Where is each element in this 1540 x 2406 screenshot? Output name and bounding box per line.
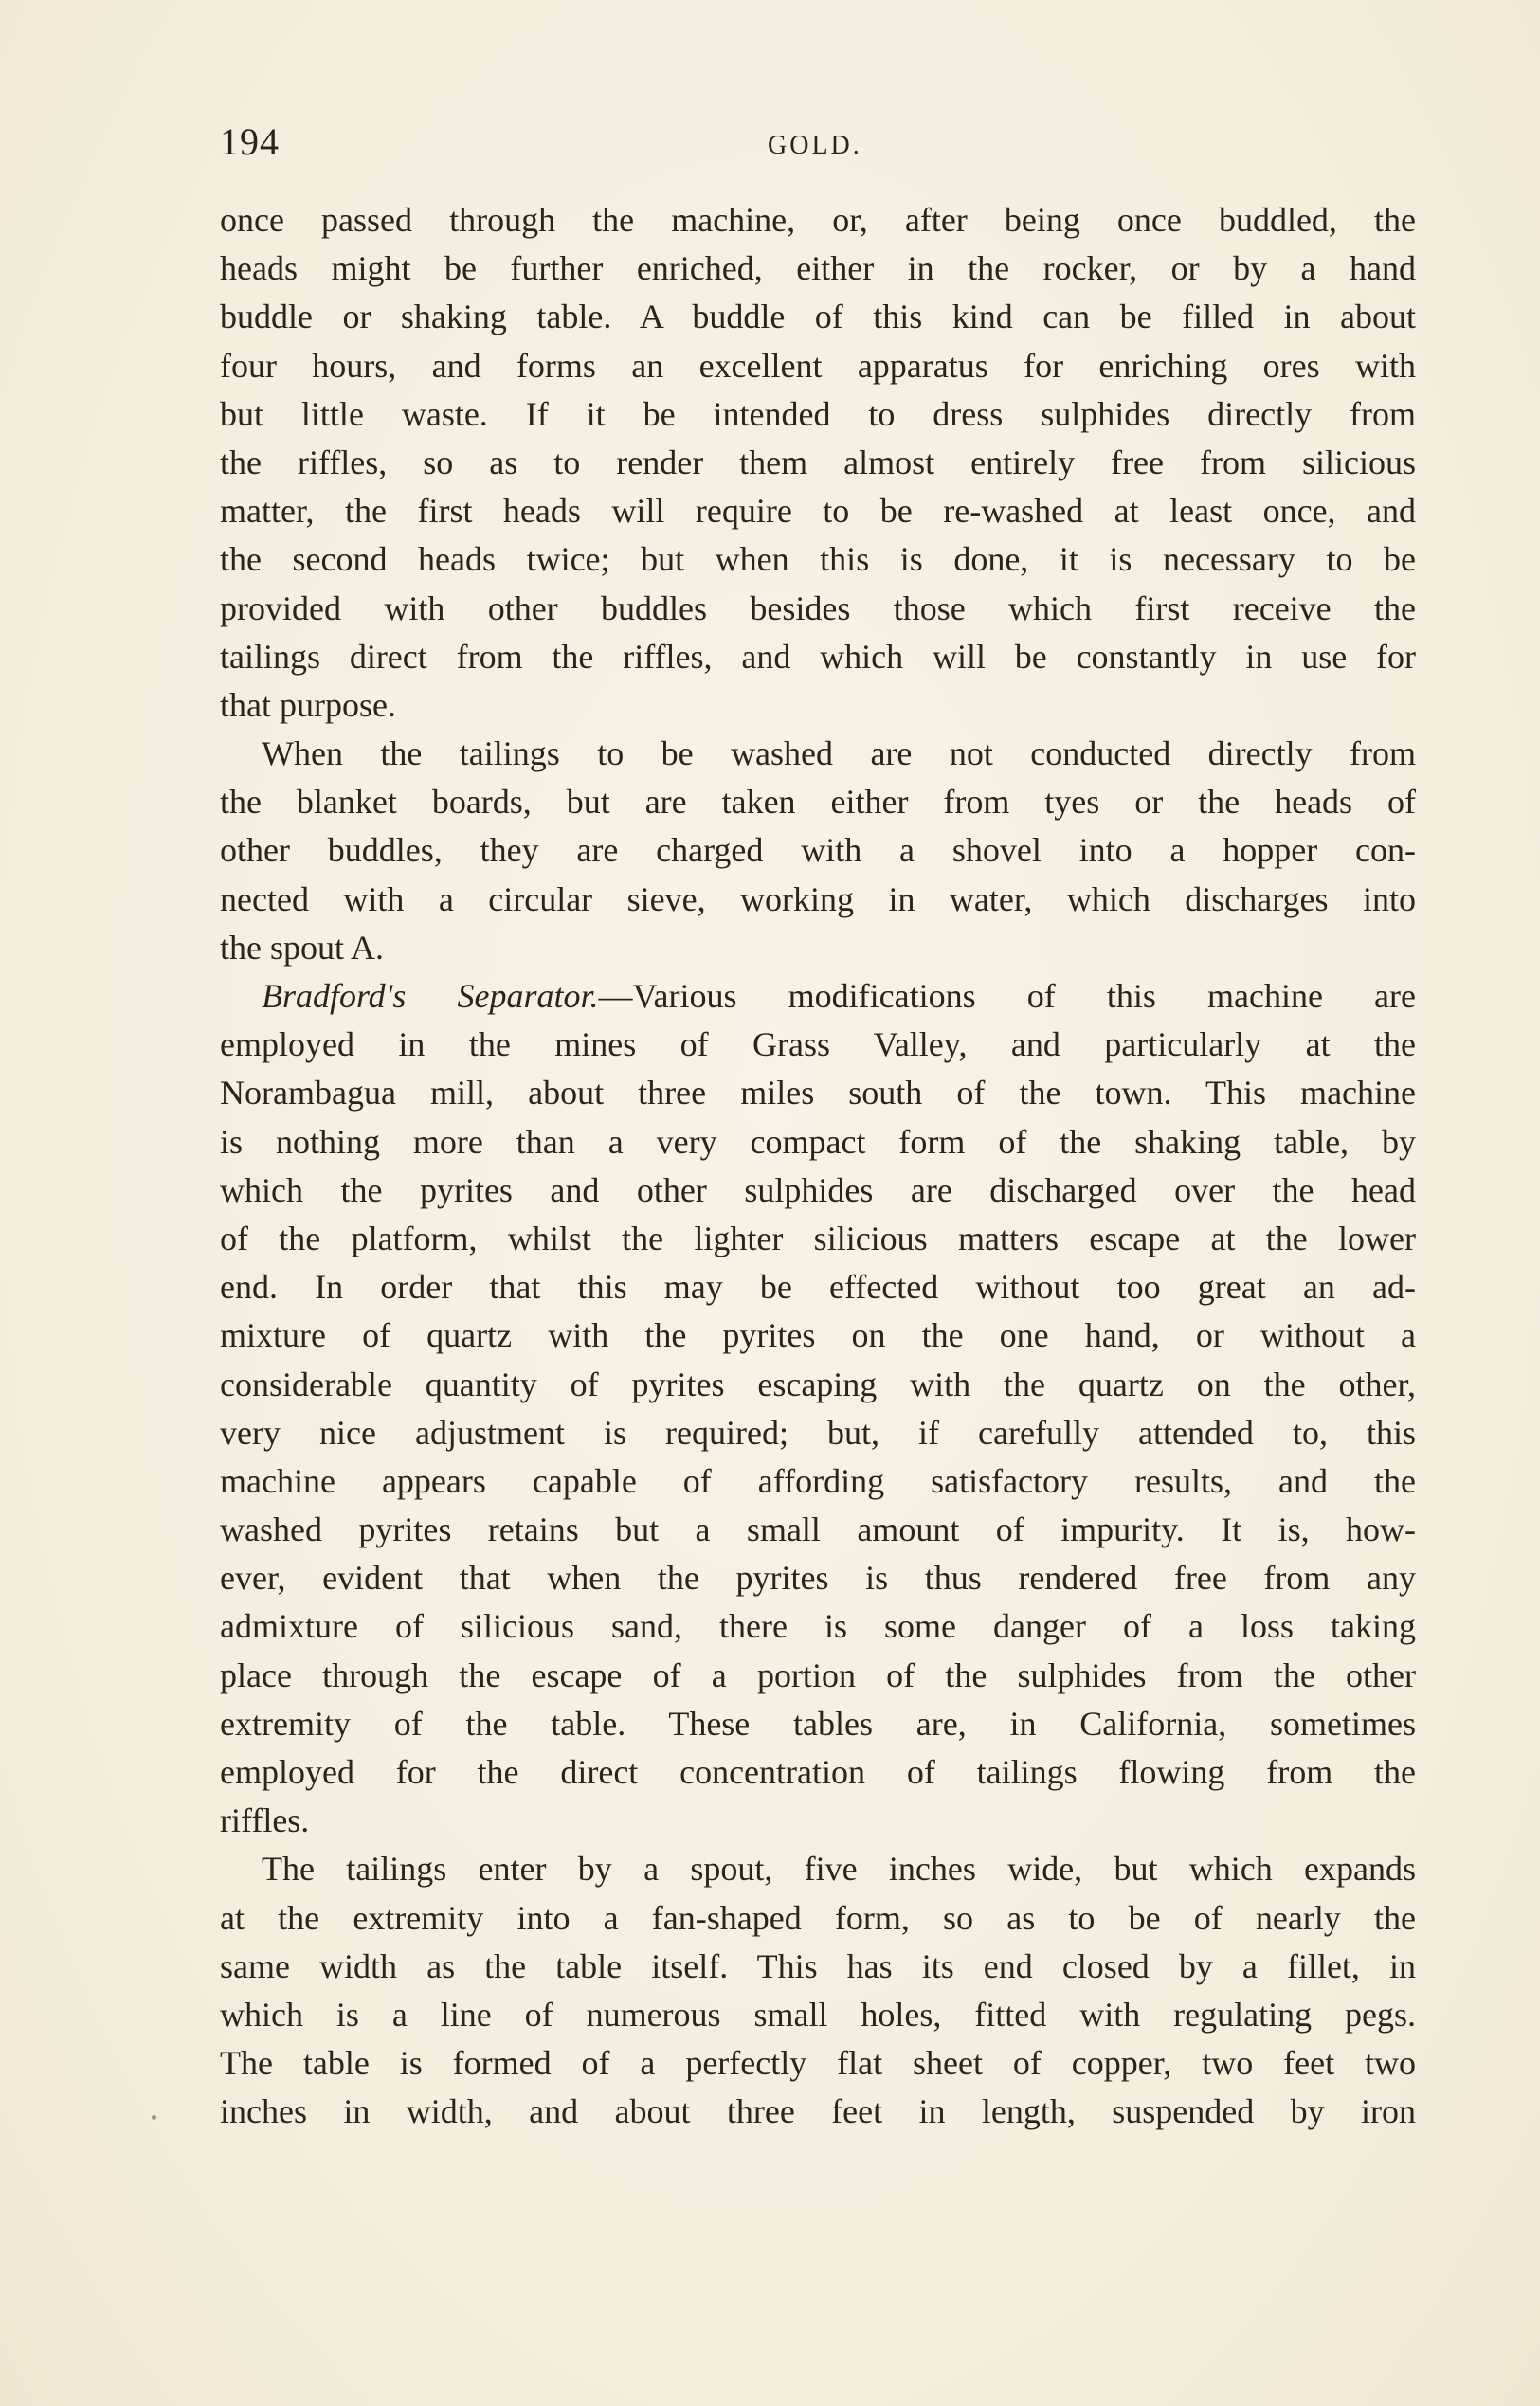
text-line: employed for the direct concentration of tailings flowing from the (220, 1753, 1416, 1791)
text-line (220, 972, 1416, 1021)
text-line: provided with other buddles besides those which first receive the (220, 588, 1416, 627)
text-line: machine appears capable of affording satisfactory results, and the (220, 1461, 1416, 1500)
text-line: admixture of silicious sand, there is some danger of a loss taking (220, 1607, 1416, 1646)
text-line: The table is formed of a perfectly flat sheet of copper, two feet two (220, 2044, 1416, 2083)
text-line: is nothing more than a very compact form of the shaking table, by (220, 1122, 1416, 1161)
text-line: which the pyrites and other sulphides are discharged over the head (220, 1170, 1416, 1209)
text-line: very nice adjustment is required; but, if carefully attended to, this (220, 1413, 1416, 1452)
page-number: 194 (220, 120, 280, 163)
text-line: riffles. (220, 1801, 310, 1840)
text-line: which is a line of numerous small holes, fitted with regulating pegs. (220, 1995, 1416, 2034)
running-head: GOLD. (768, 131, 862, 160)
text-line: four hours, and forms an excellent apparatus for enriching ores with (220, 346, 1416, 385)
text-line: place through the escape of a portion of the sulphides from the other (220, 1655, 1416, 1694)
text-line: When the tailings to be washed are not conducted directly from (262, 734, 1416, 773)
text-line: ever, evident that when the pyrites is thus rendered free from any (220, 1559, 1416, 1598)
text-line: extremity of the table. These tables are, in California, sometimes (220, 1704, 1416, 1743)
italic-heading: Bradford's Separator. (262, 977, 599, 1015)
text-line: the riffles, so as to render them almost entirely free from silicious (220, 443, 1416, 481)
text-line: considerable quantity of pyrites escaping with the quartz on the other, (220, 1365, 1416, 1403)
text-line: at the extremity into a fan-shaped form, so as to be of nearly the (220, 1898, 1416, 1937)
text-line: once passed through the machine, or, after being once buddled, the (220, 201, 1416, 239)
text-line: heads might be further enriched, either in the rocker, or by a hand (220, 249, 1416, 288)
text-line: matter, the first heads will require to be re-washed at least once, and (220, 492, 1416, 531)
text-fragment: —Various modifications of this machine are (598, 977, 1416, 1015)
text-line: employed in the mines of Grass Valley, and particularly at the (220, 1025, 1416, 1064)
text-line: buddle or shaking table. A buddle of this kind can be filled in about (220, 298, 1416, 336)
text-line: The tailings enter by a spout, five inches wide, but which expands (262, 1850, 1416, 1889)
body-text (220, 196, 1416, 2137)
text-line: of the platform, whilst the lighter silicious matters escape at the lower (220, 1219, 1416, 1257)
text-line: but little waste. If it be intended to dress sulphides directly from (220, 394, 1416, 433)
text-line: the blanket boards, but are taken either from tyes or the heads of (220, 783, 1416, 822)
text-line: same width as the table itself. This has its end closed by a fillet, in (220, 1946, 1416, 1985)
text-line: the second heads twice; but when this is done, it is necessary to be (220, 540, 1416, 579)
text-line: nected with a circular sieve, working in water, which discharges into (220, 879, 1416, 918)
text-line: end. In order that this may be effected without too great an ad- (220, 1268, 1416, 1307)
text-line: inches in width, and about three feet in length, suspended by iron (220, 2092, 1416, 2131)
text-line: tailings direct from the riffles, and which will be constantly in use for (220, 637, 1416, 676)
margin-speck (152, 2115, 156, 2120)
text-line: that purpose. (220, 685, 396, 724)
text-line: Norambagua mill, about three miles south of the town. This machine (220, 1074, 1416, 1113)
page-header (220, 119, 1414, 176)
text-line: other buddles, they are charged with a shovel into a hopper con- (220, 831, 1416, 870)
text-line: washed pyrites retains but a small amount of impurity. It is, how- (220, 1511, 1416, 1549)
text-line: the spout A. (220, 928, 385, 967)
text-line: mixture of quartz with the pyrites on the one hand, or without a (220, 1316, 1416, 1355)
